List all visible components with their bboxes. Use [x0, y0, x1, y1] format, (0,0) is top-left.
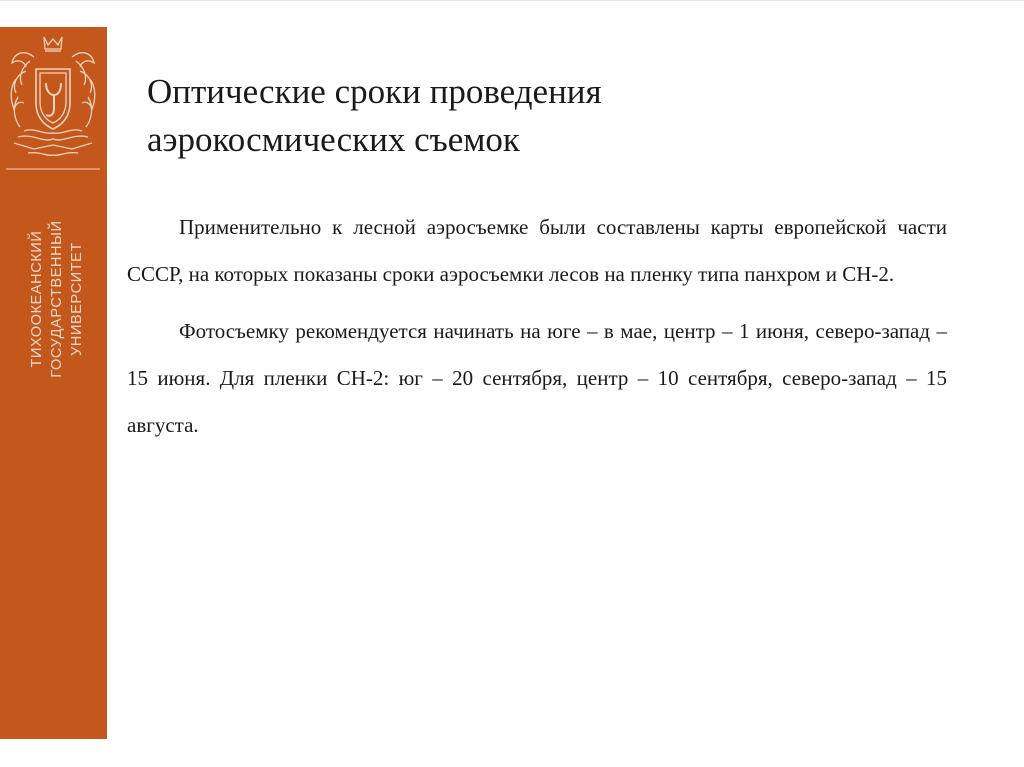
slide-title-line-2: аэрокосмических съемок — [147, 120, 520, 159]
top-divider — [0, 0, 1024, 1]
slide-title-line-1: Оптические сроки проведения — [147, 72, 602, 111]
body-paragraph-1: Применительно к лесной аэросъемке были составлены карты европейской части СССР, на которых показаны сроки аэросъемки лесов на пленку типа панхром и СН-2. — [127, 215, 947, 286]
sidebar-band — [0, 27, 107, 739]
university-crest-icon — [4, 31, 102, 181]
university-name-line-1: ТИХООКЕАНСКИЙ — [29, 230, 45, 368]
slide-title — [147, 68, 967, 164]
slide-body — [127, 204, 947, 459]
body-paragraph-2: Фотосъемку рекомендуется начинать на юге – в мае, центр – 1 июня, северо-запад – 15 июня. Для пленки СН-2: юг – 20 сентября, центр – 10 сентября, северо-запад – 15 августа. — [127, 319, 947, 437]
university-name-line-2: ГОСУДАРСТВЕННЫЙ — [49, 220, 65, 378]
university-name — [27, 199, 99, 399]
university-name-line-3: УНИВЕРСИТЕТ — [69, 242, 85, 356]
